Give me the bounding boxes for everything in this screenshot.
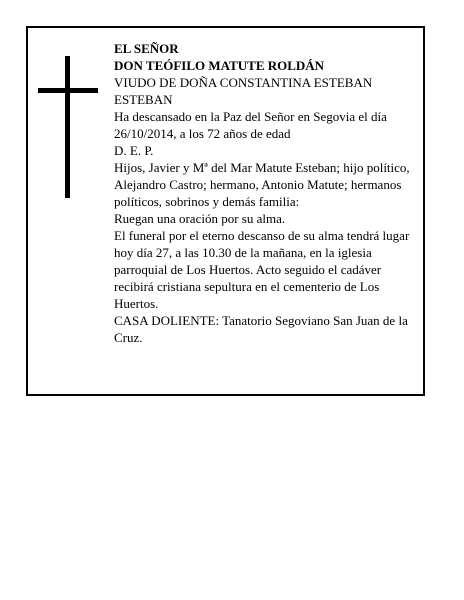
notice-title: EL SEÑOR — [114, 41, 179, 56]
cross-horizontal-bar — [38, 88, 98, 93]
prayer-request: Ruegan una oración por su alma. — [114, 211, 286, 226]
mourning-house: CASA DOLIENTE: Tanatorio Segoviano San Juan de la Cruz. — [114, 313, 408, 345]
cross-icon — [38, 56, 98, 198]
notice-text — [114, 40, 420, 346]
widower-of: VIUDO DE DOÑA CONSTANTINA ESTEBAN ESTEBAN — [114, 75, 373, 107]
cross-vertical-bar — [65, 56, 70, 198]
deceased-name: DON TEÓFILO MATUTE ROLDÁN — [114, 58, 325, 73]
family-members: Hijos, Javier y Mª del Mar Matute Esteban; hijo político, Alejandro Castro; hermano, Antonio Matute; hermanos políticos, sobrinos y demás familia: — [114, 160, 410, 209]
funeral-details: El funeral por el eterno descanso de su alma tendrá lugar hoy día 27, a las 10.30 de la mañana, en la iglesia parroquial de Los Huertos. Acto seguido el cadáver recibirá cristiana sepultura en el cementerio de Los Huertos. — [114, 228, 410, 311]
obituary-notice — [26, 26, 425, 396]
rip-line: D. E. P. — [114, 143, 154, 158]
death-statement: Ha descansado en la Paz del Señor en Segovia el día 26/10/2014, a los 72 años de edad — [114, 109, 387, 141]
